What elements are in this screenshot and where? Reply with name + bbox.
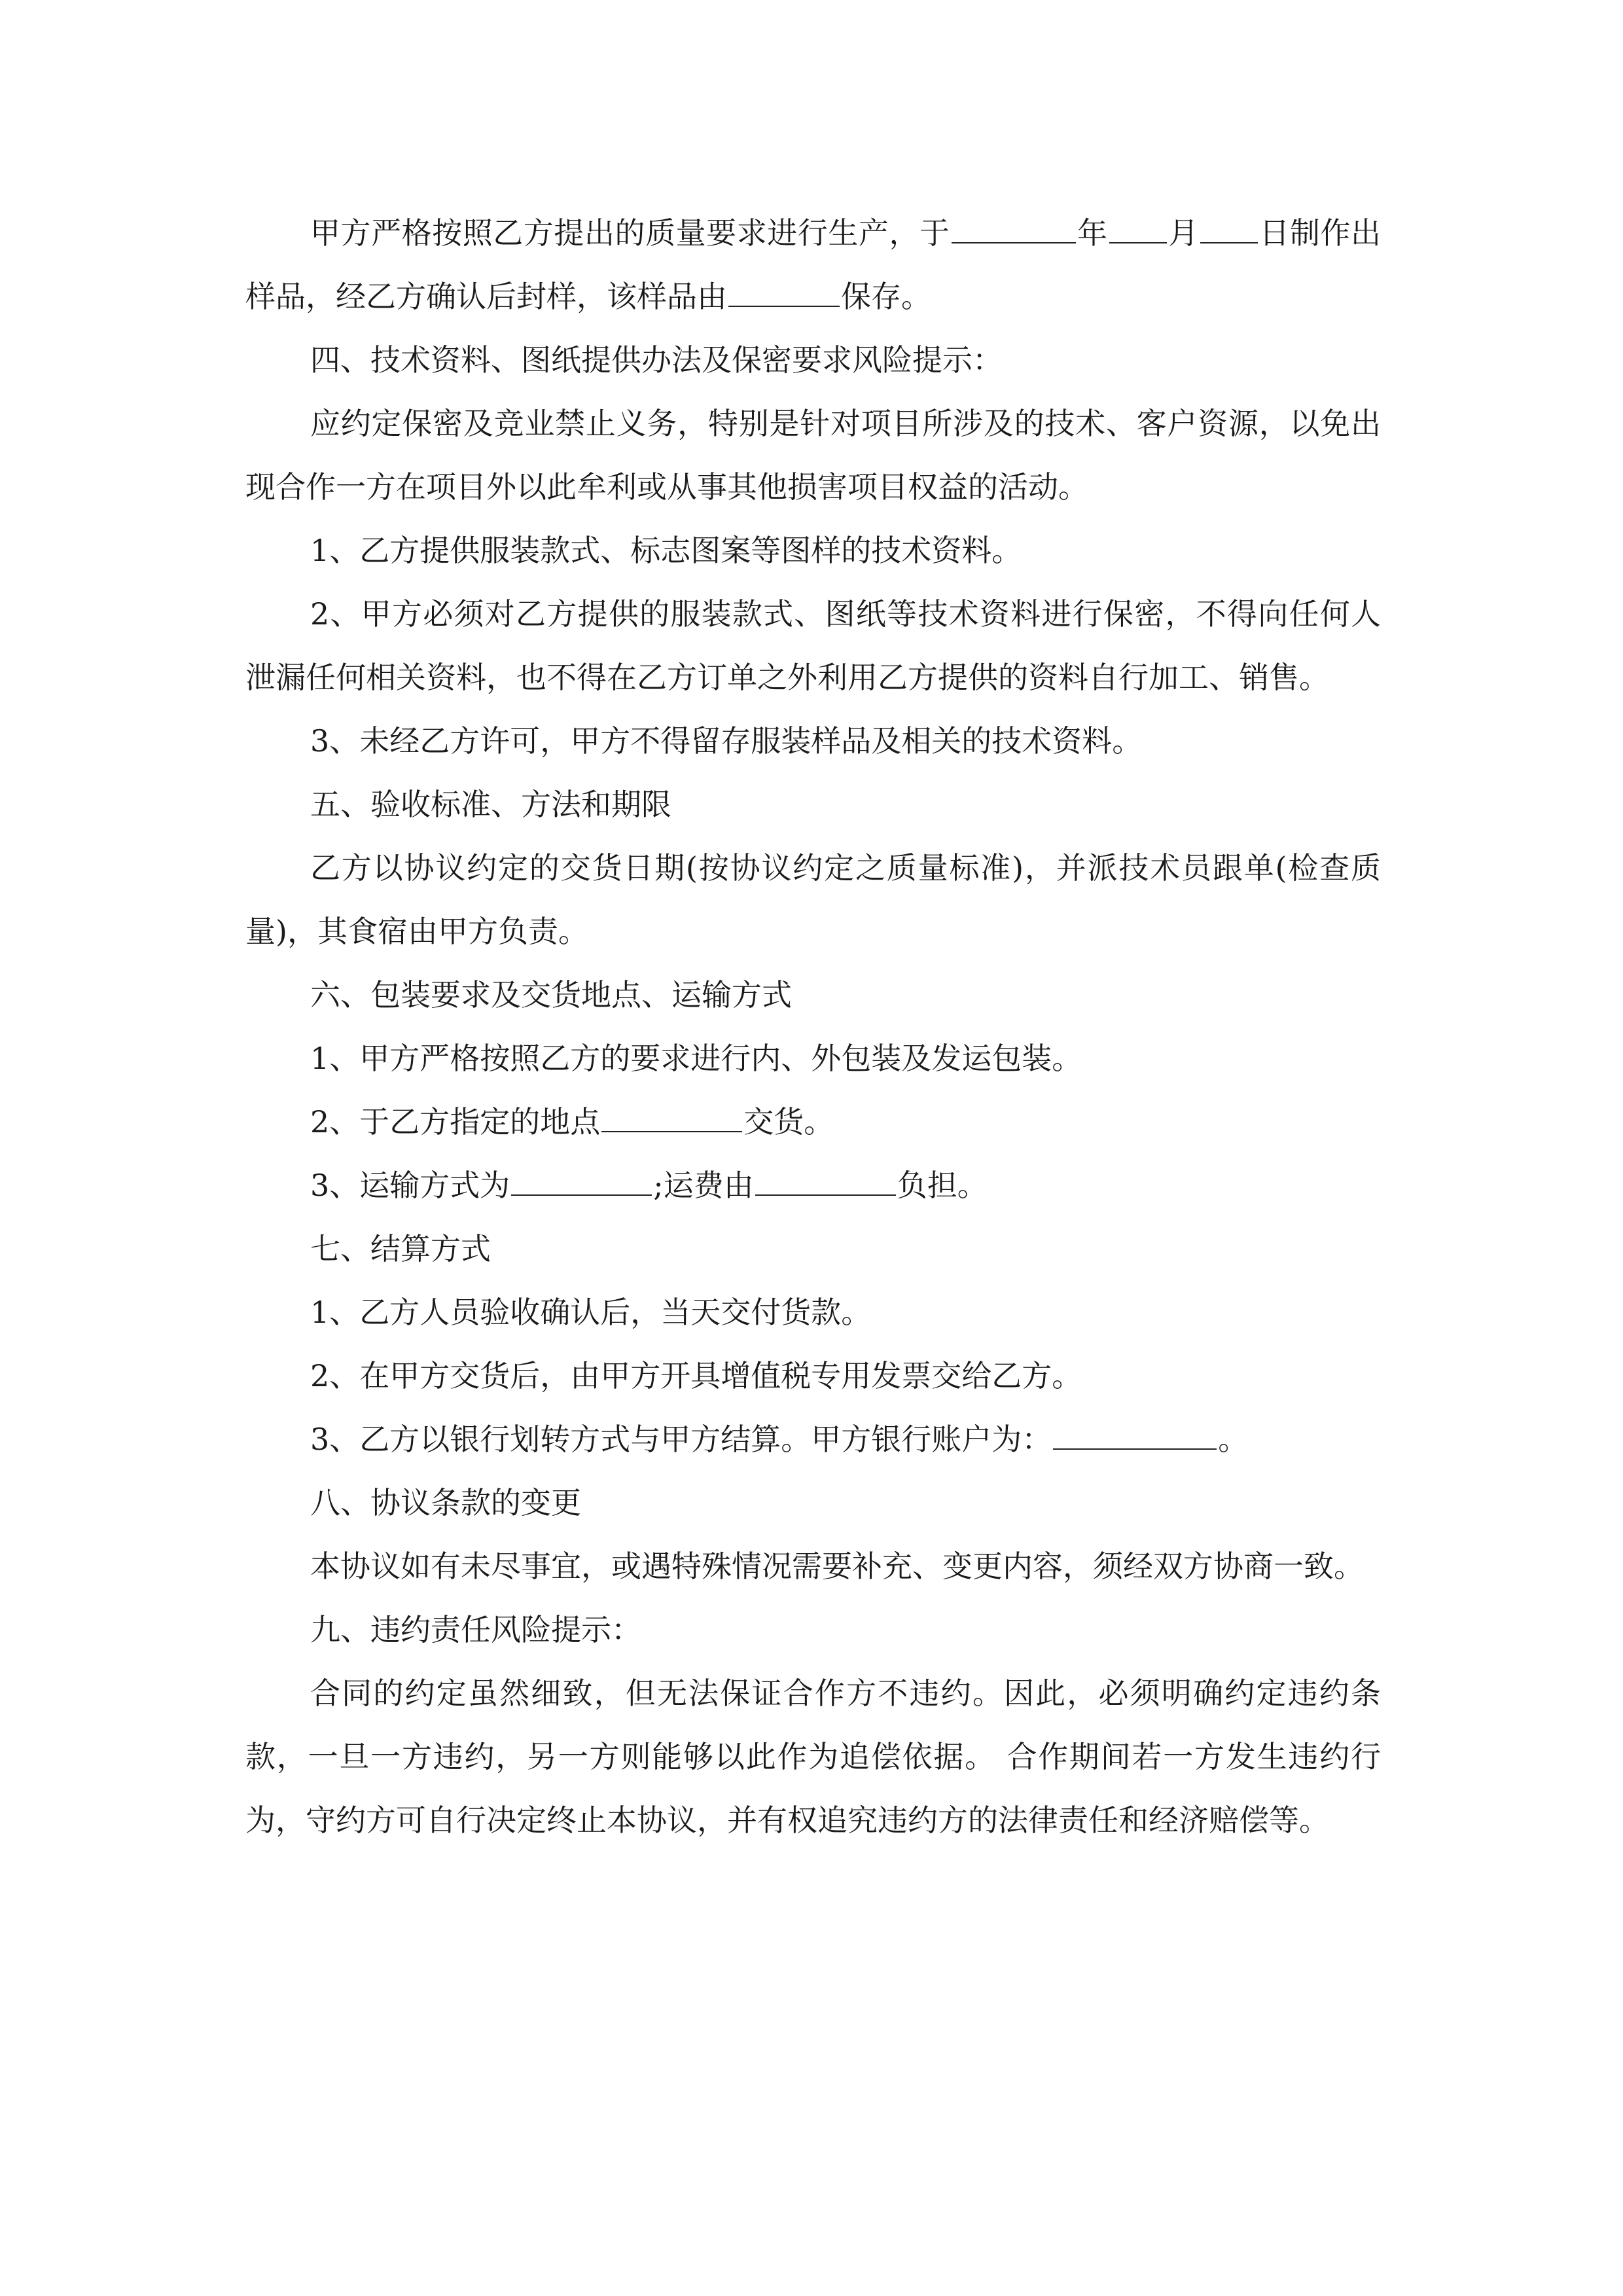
section-4-heading: 四、技术资料、图纸提供办法及保密要求风险提示：	[310, 342, 1003, 378]
clause-7-3	[245, 1408, 1381, 1471]
sample-text-2: 日制作出样品，经乙方确认后封样，该样品由	[245, 215, 1382, 314]
day-blank	[1200, 242, 1258, 243]
breach-paragraph: 合同的约定虽然细致，但无法保证合作方不违约。因此，必须明确约定违约条款，一旦一方违约，另一方则能够以此作为追偿依据。 合作期间若一方发生违约行为，守约方可自行决定终止本协议，并有权追究违约方的法律责任和经济赔偿等。	[245, 1676, 1381, 1838]
clause-6-2	[245, 1090, 1381, 1154]
sample-text-3: 保存。	[841, 279, 931, 314]
section-5-heading: 五、验收标准、方法和期限	[310, 787, 671, 822]
section-7-heading: 七、结算方式	[310, 1231, 491, 1266]
sample-text-1: 甲方严格按照乙方提出的质量要求进行生产，于	[310, 215, 950, 251]
clause-7-2: 2、在甲方交货后，由甲方开具增值税专用发票交给乙方。	[310, 1358, 1082, 1393]
bank-account-blank	[1053, 1448, 1217, 1450]
clause-4-1: 1、乙方提供服装款式、标志图案等图样的技术资料。	[310, 533, 1022, 568]
delivery-text-2: 交货。	[743, 1104, 834, 1139]
year-blank	[952, 242, 1076, 243]
clause-4-3: 3、未经乙方许可，甲方不得留存服装样品及相关的技术资料。	[310, 723, 1143, 759]
confidentiality-paragraph: 应约定保密及竞业禁止义务，特别是针对项目所涉及的技术、客户资源，以免出现合作一方在项目外以此牟利或从事其他损害项目权益的活动。	[245, 406, 1381, 505]
delivery-text-1: 2、于乙方指定的地点	[310, 1104, 601, 1139]
clause-4-2: 2、甲方必须对乙方提供的服装款式、图纸等技术资料进行保密，不得向任何人泄漏任何相关资料，也不得在乙方订单之外利用乙方提供的资料自行加工、销售。	[245, 596, 1381, 695]
clause-6-3	[245, 1154, 1381, 1217]
section-9-heading: 九、违约责任风险提示：	[310, 1612, 641, 1647]
bank-text-1: 3、乙方以银行划转方式与甲方结算。甲方银行账户为：	[310, 1422, 1052, 1457]
clause-7-1: 1、乙方人员验收确认后，当天交付货款。	[310, 1295, 872, 1330]
transport-text-2: ;运费由	[653, 1168, 754, 1203]
sample-keeper-blank	[728, 305, 840, 307]
freight-payer-blank	[755, 1194, 896, 1196]
month-blank	[1109, 242, 1167, 243]
transport-method-blank	[511, 1194, 652, 1196]
acceptance-paragraph: 乙方以协议约定的交货日期(按协议约定之质量标准)，并派技术员跟单(检查质量)，其食宿由甲方负责。	[245, 850, 1381, 949]
section-6-heading: 六、包装要求及交货地点、运输方式	[310, 977, 792, 1013]
delivery-place-blank	[601, 1130, 742, 1132]
bank-text-2: 。	[1218, 1422, 1249, 1457]
document-body	[245, 202, 1381, 1852]
transport-text-1: 3、运输方式为	[310, 1168, 510, 1203]
section-8-heading: 八、协议条款的变更	[310, 1485, 581, 1520]
transport-text-3: 负担。	[897, 1168, 988, 1203]
amendment-paragraph: 本协议如有未尽事宜，或遇特殊情况需要补充、变更内容，须经双方协商一致。	[310, 1549, 1364, 1584]
year-label: 年	[1077, 215, 1108, 251]
month-label: 月	[1168, 215, 1199, 251]
sample-production-paragraph	[245, 202, 1381, 329]
clause-6-1: 1、甲方严格按照乙方的要求进行内、外包装及发运包装。	[310, 1041, 1082, 1076]
